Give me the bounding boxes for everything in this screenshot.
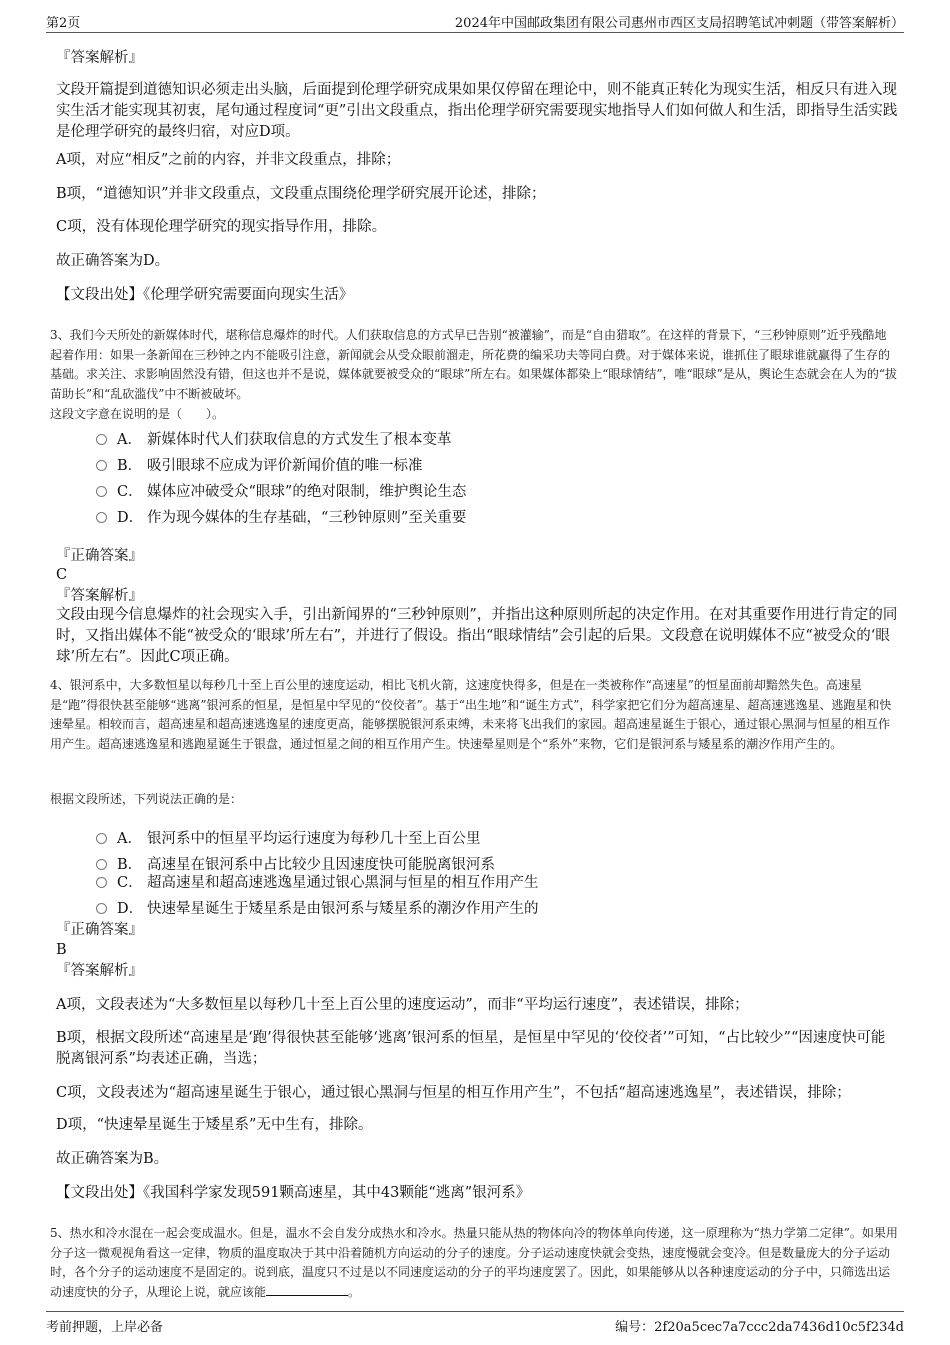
answer-value: C [56,567,68,583]
question-3-option-d[interactable]: D． 作为现今媒体的生存基础，“三秒钟原则”至关重要 [96,506,466,527]
document-title: 2024年中国邮政集团有限公司惠州市西区支局招聘笔试冲刺题（带答案解析） [454,16,904,31]
radio-icon[interactable] [96,903,107,914]
option-b-analysis: B项，根据文段所述“高速星是‘跑’得很快甚至能够‘逃离’银河系的恒星，是恒星中罕见的‘佼佼者’”可知，“占比较少”“因速度快可能脱离银河系”均表述正确，当选； [56,1030,886,1067]
question-3-option-b[interactable]: B． 吸引眼球不应成为评价新闻价值的唯一标准 [96,454,423,475]
page-number: 第2页 [46,16,81,31]
analysis-text: 文段由现今信息爆炸的社会现实入手，引出新闻界的“三秒钟原则”，并指出这种原则所起的决定作用。在对其重要作用进行肯定的同时，又指出媒体不能“被受众的‘眼球’所左右”，并进行了假设。指出“眼球情结”会引起的后果。文段意在说明媒体不应“被受众的‘眼球’所左右”。因此C项正确。 [56,607,898,665]
option-a-analysis: A项，对应“相反”之前的内容，并非文段重点，排除； [56,152,401,168]
source-citation: 【文段出处】《伦理学研究需要面向现实生活》 [56,287,354,303]
analysis-text: 文段开篇提到道德知识必须走出头脑，后面提到伦理学研究成果如果仅停留在理论中，则不能真正转化为现实生活，相反只有进入现实生活才能实现其初衷，尾句通过程度词“更”引出文段重点，指出伦理学研究需要现实地指导人们如何做人和生活，即指导生活实践是伦理学研究的最终归宿，对应D项。 [56,82,898,140]
source-citation: 【文段出处】《我国科学家发现591颗高速星，其中43颗能“逃离”银河系》 [56,1185,531,1201]
radio-icon[interactable] [96,877,107,888]
question-4-option-a[interactable]: A． 银河系中的恒星平均运行速度为每秒几十至上百公里 [96,827,481,848]
question-4-option-b[interactable]: B． 高速星在银河系中占比较少且因速度快可能脱离银河系 [96,853,495,874]
option-b-analysis: B项，“道德知识”并非文段重点，文段重点围绕伦理学研究展开论述，排除； [56,186,546,202]
answer-blank [266,1283,348,1296]
question-3-stem: 3、我们今天所处的新媒体时代，堪称信息爆炸的时代。人们获取信息的方式早已告别“被灌输”，而是“自由猎取”。在这样的背景下，“三秒钟原则”近乎残酷地起着作用：如果一条新闻在三秒钟之内不能吸引注意，新闻就会从受众眼前溜走，所花费的编采功夫等同白费。对于媒体来说，谁抓住了眼球谁就赢得了生存的基础。求关注、求影响固然没有错，但这也并不是说，媒体就要被受众的“眼球”所左右。如果媒体都染上“眼球情结”，唯“眼球”是从，舆论生态就会在人为的“拔苗助长”和“乱砍滥伐”中不断被破坏。 [50,328,897,401]
question-3-prompt: 这段文字意在说明的是（ ）。 [50,407,225,421]
radio-icon[interactable] [96,460,107,471]
analysis-label: 『答案解析』 [56,963,143,979]
question-4-stem: 4、银河系中，大多数恒星以每秒几十至上百公里的速度运动，相比飞机火箭，这速度快得多，但是在一类被称作“高速星”的恒星面前却黯然失色。高速星是“跑”得很快甚至能够“逃离”银河系的恒星，是恒星中罕见的“佼佼者”。基于“出生地”和“诞生方式”，科学家把它们分为超高速星、超高速逃逸星、逃跑星和快速晕星。相较而言，超高速星和超高速逃逸星的速度更高，能够摆脱银河系束缚，未来将飞出我们的家园。超高速星诞生于银心，通过银心黑洞与恒星的相互作用产生。超高速逃逸星和逃跑星诞生于银盘，通过恒星之间的相互作用产生。快速晕星则是个“系外”来物，它们是银河系与矮星系的潮汐作用产生的。 [50,678,892,751]
page-header [46,10,904,33]
document-code: 编号：2f20a5cec7a7ccc2da7436d10c5f234d [615,1320,904,1335]
radio-icon[interactable] [96,486,107,497]
option-a-analysis: A项，文段表述为“大多数恒星以每秒几十至上百公里的速度运动”，而非“平均运行速度”，表述错误，排除； [56,997,749,1013]
answer-label: 『正确答案』 [56,548,143,564]
analysis-label: 『答案解析』 [56,588,143,604]
footer-slogan: 考前押题，上岸必备 [46,1320,164,1335]
option-c-analysis: C项，没有体现伦理学研究的现实指导作用，排除。 [56,219,387,235]
radio-icon[interactable] [96,512,107,523]
answer-label: 『正确答案』 [56,922,143,938]
analysis-label: 『答案解析』 [56,50,143,66]
conclusion: 故正确答案为B。 [56,1151,169,1167]
question-4-option-c[interactable]: C． 超高速星和超高速逃逸星通过银心黑洞与恒星的相互作用产生 [96,871,539,892]
radio-icon[interactable] [96,833,107,844]
option-c-analysis: C项，文段表述为“超高速星诞生于银心，通过银心黑洞与恒星的相互作用产生”，不包括“超高速逃逸星”，表述错误，排除； [56,1085,851,1101]
question-3-option-a[interactable]: A． 新媒体时代人们获取信息的方式发生了根本变革 [96,428,452,449]
question-4-option-d[interactable]: D． 快速晕星诞生于矮星系是由银河系与矮星系的潮汐作用产生的 [96,897,539,918]
answer-value: B [56,942,67,958]
conclusion: 故正确答案为D。 [56,253,170,269]
question-3-option-c[interactable]: C． 媒体应冲破受众“眼球”的绝对限制，维护舆论生态 [96,480,466,501]
question-5-stem: 5、热水和冷水混在一起会变成温水。但是，温水不会自发分成热水和冷水。热量只能从热的物体向冷的物体单向传递，这一原理称为“热力学第二定律”。如果用分子这一微观视角看这一定律，物质的温度取决于其中沿着随机方向运动的分子的速度。分子运动速度快就会变热，速度慢就会变冷。但是数量庞大的分子运动时，各个分子的运动速度不是固定的。说到底，温度只不过是以不同速度运动的分子的平均速度罢了。因此，如果能够从以各种速度运动的分子中，只筛选出运动速度快的分子，从理论上说，就应该能 。 [50,1226,898,1299]
question-4-prompt: 根据文段所述，下列说法正确的是： [50,792,243,806]
radio-icon[interactable] [96,859,107,870]
page-footer [46,1311,904,1334]
option-d-analysis: D项，“快速晕星诞生于矮星系”无中生有，排除。 [56,1117,373,1133]
radio-icon[interactable] [96,434,107,445]
